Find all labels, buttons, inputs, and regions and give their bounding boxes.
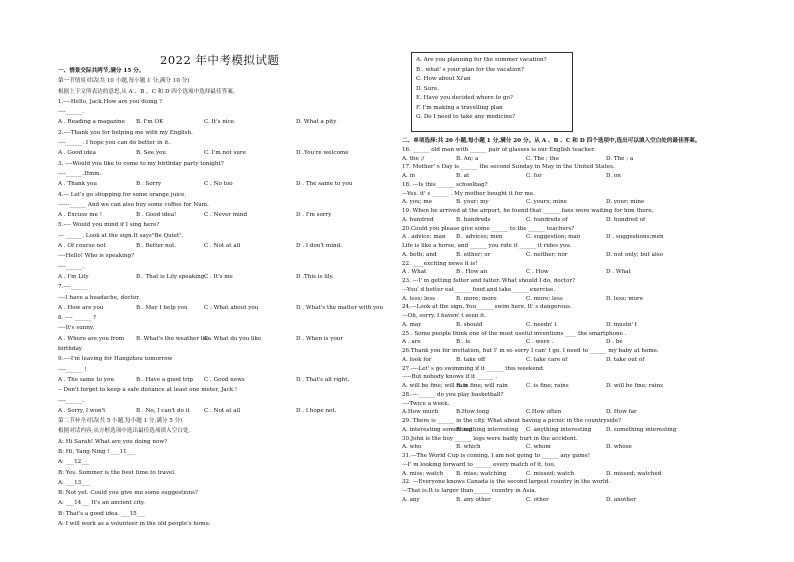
text-line: ----______.Hmm.	[58, 170, 102, 177]
answer-option: A. any	[402, 496, 420, 503]
answer-option: A. interesting something	[402, 426, 473, 433]
answer-option: B. nothing interesting	[456, 426, 519, 433]
text-line: 9.----I'm leaving for Hangzhou tomorrow	[58, 356, 173, 363]
text-line: 17. Mother' s Day is ______ the second Sunday in May in the United States.	[402, 164, 615, 171]
answer-option: C . No too	[204, 181, 233, 188]
answer-option: A . Excuse me !	[58, 212, 102, 219]
answer-option: D . I'm sorry	[296, 212, 332, 219]
section-heading: 二、单项选择:共 20 小题,每小题 1 分,满分 20 分。从 A 、B 、C 和 D 四个选项中,选出可以填入空白处的最佳答案。	[402, 138, 701, 144]
answer-option: C.How often	[526, 409, 562, 416]
answer-option: C . Good news	[204, 376, 245, 383]
text-line: 20.Could you please give some ______ to the ______ teachers?	[402, 225, 575, 232]
answer-options	[402, 251, 792, 260]
text-line: ------______ And we can also buy some coffee for Num.	[58, 201, 209, 208]
answer-options	[58, 334, 393, 344]
text-line: ---I' m looking forward to ______ every match of it, too.	[402, 461, 556, 468]
answer-options	[402, 408, 792, 417]
text-line: 7.----______	[58, 284, 88, 291]
answer-option: B.How long	[456, 409, 490, 416]
answer-option: B . No, I can't do it	[136, 407, 190, 414]
answer-option: B. hundreds	[456, 216, 491, 223]
answer-option: C . were .	[526, 339, 554, 346]
answer-option: B. I'm OK	[136, 119, 164, 126]
answer-option: D . The same to you	[296, 181, 353, 188]
answer-option: B. should	[456, 321, 483, 328]
text-line: -- Don't forget to keep a safe distance at least one meter, Jack !	[58, 387, 238, 394]
text-line: 18. ---Is this ______ schoolbag?	[402, 181, 488, 188]
answer-option: C. for	[526, 173, 542, 179]
text-line: 1.----Hello, Jack.How are you doing ?	[58, 98, 162, 105]
text-line: 22. ____exciting news it is!	[402, 260, 478, 267]
answer-option: A . Thank you	[58, 181, 97, 188]
answer-option: B. An; a	[456, 155, 479, 162]
answer-options	[58, 241, 393, 251]
answer-options	[402, 356, 792, 365]
answer-option: C. anything interesting	[526, 426, 592, 433]
text-line: ----It's sunny.	[58, 325, 95, 332]
text-line: A: Hi Sarah! What are you doing now?	[58, 438, 168, 445]
answer-option: C. yours; mine	[526, 199, 567, 206]
text-line: 8. ---- ______ ?	[58, 315, 97, 322]
answer-option: C. missed; watch	[526, 470, 575, 477]
answer-options	[58, 303, 393, 313]
answer-option: A . Reading a magazine	[58, 119, 125, 126]
answer-option: C. take care of	[526, 356, 568, 363]
answer-options	[402, 470, 792, 479]
answer-options	[402, 155, 792, 164]
text-line: ----______.	[58, 263, 85, 270]
answer-option: C. I'm not sure	[204, 150, 246, 157]
answer-options	[402, 233, 792, 242]
text-line: 4.--- Let's go shopping for some orange juice.	[58, 191, 187, 198]
answer-option: B. miss; watching	[456, 470, 507, 477]
answer-option: C . Never mind	[204, 212, 248, 219]
answer-option: D . What	[606, 269, 631, 276]
answer-option: A . The same to you	[58, 376, 114, 383]
answer-option: C. needn' t	[526, 321, 557, 328]
dialogue-option: F. I'm making a travelling plan	[416, 104, 503, 111]
answer-option: D. less; more	[606, 295, 644, 302]
text-line: ---Oh, sorry. I haven' t seen it.	[402, 313, 487, 319]
answer-option: A . What	[402, 269, 427, 276]
answer-option: D. another	[606, 496, 636, 503]
text-line: ----Hello! Who is speaking?	[58, 253, 135, 260]
answer-options	[58, 117, 393, 127]
answer-options	[58, 375, 393, 385]
dialogue-option: D. Sure.	[416, 85, 440, 92]
text-line: ----I have a headache, doctor.	[58, 294, 141, 301]
answer-option: A . Of course not	[58, 243, 106, 250]
text-line: 第一节情景对话(共 10 小题,每小题 1 分,满分 10 分)	[58, 78, 190, 85]
answer-option: D. will be fine; rains	[606, 383, 664, 389]
answer-option: B. more; more	[456, 295, 497, 302]
answer-options	[402, 443, 792, 452]
text-line: 27.----Let' s go swimming if it ______ this weekend.	[402, 365, 545, 372]
answer-options	[402, 216, 792, 225]
text-line: ---You' d better eat______ food and take______ exercise.	[402, 286, 556, 293]
answer-option: A . are	[402, 339, 421, 346]
answer-option: A . How are you	[58, 304, 104, 311]
answer-options	[402, 268, 792, 277]
dialogue-option: G. Do I need to take any medicine?	[416, 114, 516, 120]
answer-option: C. whom	[526, 444, 551, 451]
text-line: 3. ----Would you like to come to my birthday party tonight?	[58, 160, 224, 167]
answer-option: D. whose	[606, 444, 632, 451]
answer-option: B. take off	[456, 356, 486, 363]
answer-option: C. is fine; rains	[526, 383, 569, 389]
answer-option: C. It's nice	[204, 119, 235, 126]
dialogue-option: B . what' s your plan for the vacation?	[416, 66, 524, 73]
answer-option: B . Better not.	[136, 243, 177, 250]
text-line: 24.---Look at the sign. You______ swim here. It' s dangerous.	[402, 304, 572, 311]
text-line: 31.---The World Cup is coming. I am not going to ______ any game!	[402, 453, 591, 459]
text-line: 根据对话内容,从方框选项中选出最佳选项填入空白处。	[58, 428, 195, 435]
text-line: B: That's a good idea. ___15___	[58, 510, 146, 517]
answer-option: A. who	[402, 444, 422, 451]
answer-options	[402, 172, 792, 181]
answer-option: B. any other	[456, 496, 491, 503]
text-line: birthday	[58, 346, 82, 353]
answer-option: A. hundred	[402, 216, 434, 223]
answer-option: C. neither; nor	[526, 251, 568, 258]
answer-option: A. may	[402, 321, 422, 328]
answer-options	[58, 210, 393, 220]
text-line: --- ______. Look at the sign.It says"Be Quiet".	[58, 232, 184, 239]
answer-option: B . advices; men	[456, 234, 503, 241]
answer-option: B . That is Lily speaking	[136, 273, 205, 280]
answer-option: A. miss; watch	[402, 470, 444, 477]
answer-options	[402, 382, 792, 391]
text-line: 29. There is ______ in the city. What about having a picnic in the countryside?	[402, 418, 622, 424]
answer-option: A.How much	[402, 409, 439, 416]
answer-option: D . I hope not.	[296, 407, 337, 414]
answer-option: B . Sorry	[136, 181, 162, 188]
text-line: 30.John is the boy ______ legs were badly hurt in the accident.	[402, 435, 578, 442]
dialogue-options-box	[411, 52, 573, 132]
text-line: ----______ !	[58, 366, 87, 373]
text-line: ----______.	[58, 109, 85, 116]
answer-option: B. either; or	[456, 251, 491, 258]
answer-option: B. your; my	[456, 199, 489, 206]
answer-option: B. at	[456, 173, 470, 179]
text-line: A: ___12___	[58, 459, 90, 466]
answer-option: B. is fine; will rain	[456, 383, 508, 389]
answer-option: D . be	[606, 339, 623, 346]
text-line: B: Not yet. Could you give me some suggestions?	[58, 490, 198, 497]
answer-option: D. What a pity	[296, 119, 337, 126]
answer-option: A . I'm Lily	[58, 273, 89, 280]
answer-option: D .You're welcome	[296, 150, 349, 157]
answer-options	[402, 321, 792, 330]
text-line: ----Twice a week.	[402, 400, 450, 407]
answer-option: A . Sorry, I won't	[58, 407, 106, 414]
answer-option: D. take out of	[606, 356, 645, 363]
answer-option: A. look for	[402, 356, 432, 363]
answer-option: A. you; me	[402, 199, 433, 206]
answer-option: C . What about you	[204, 304, 259, 311]
answer-option: C . It's me	[204, 273, 233, 280]
answer-option: C . How	[526, 269, 549, 276]
answer-options	[402, 198, 792, 207]
text-line: A: I will work as a volunteer in the old people's home.	[58, 521, 211, 528]
text-line: ---Yes. it' s ______ . My mother bought it for me.	[402, 190, 535, 197]
answer-option: B . is	[456, 339, 471, 346]
answer-option: D. on	[606, 173, 621, 179]
text-line: A: ___13___	[58, 479, 90, 486]
answer-option: D . What's the matter with you	[296, 304, 384, 311]
answer-option: D. your; mine	[606, 199, 645, 206]
text-line: 5.---- Would you mind if I sing here?	[58, 222, 160, 229]
answer-option: B .What's the weather like	[136, 335, 212, 342]
text-line: 根据上下文所表达的意思,从 A 、B 、C 和 D 四个选项中选择最佳答案。	[58, 88, 239, 95]
answer-option: D . When is your	[296, 335, 344, 342]
answer-options	[402, 496, 792, 505]
answer-option: C. The ; the	[526, 155, 559, 162]
answer-options	[402, 295, 792, 304]
answer-option: A . Good idea	[58, 150, 96, 157]
answer-option: D. hundred of	[606, 216, 646, 223]
answer-option: D. How far	[606, 409, 637, 416]
text-line: ----______.	[58, 397, 85, 404]
answer-option: C. hundreds of	[526, 216, 568, 223]
answer-option: D . That's all right.	[296, 376, 350, 383]
text-line: 第二节补全对话(共 5 小题,每小题 1 分,满分 5 分)	[58, 418, 183, 425]
answer-options	[402, 338, 792, 347]
text-line: Life is like a horse, and ______ you ride it ______ it rides you.	[402, 243, 572, 249]
answer-option: A. in	[402, 173, 415, 179]
text-line: 2.----Thank you for helping me with my English.	[58, 129, 193, 136]
section-heading: 一、情景交际共两节,满分 15 分。	[58, 68, 145, 74]
dialogue-option: C. How about Xi'an	[416, 76, 471, 82]
answer-option: B . Good idea!	[136, 212, 177, 219]
answer-option: B. See you	[136, 150, 167, 157]
answer-option: D. mustn' t	[606, 321, 638, 328]
left-column	[58, 66, 393, 529]
answer-option: B . How an	[456, 269, 488, 276]
answer-options	[58, 406, 393, 416]
answer-options	[58, 179, 393, 189]
text-line: -----But nobody knows if it ______ .	[402, 374, 498, 381]
answer-option: C . Not at all	[204, 243, 241, 250]
answer-option: C. more; less	[526, 295, 563, 302]
text-line: B: Hi, Yang Ning ! ___11___	[58, 448, 136, 455]
text-line: 28.----______ do you play basketball?	[402, 391, 504, 398]
answer-option: C . Not at all	[204, 407, 241, 414]
answer-options	[58, 148, 393, 158]
answer-option: A . Where are you from	[58, 335, 125, 342]
answer-options	[58, 272, 393, 282]
text-line: A: ___14___ It's an ancient city.	[58, 500, 145, 507]
answer-option: C. suggestion; man	[526, 234, 581, 241]
answer-option: A. will be fine; will rain	[402, 383, 468, 389]
dialogue-option: A. Are you planning for the summer vacation?	[416, 57, 547, 63]
answer-option: D. not only; but also	[606, 251, 663, 258]
answer-option: D . I don't mind.	[296, 243, 342, 250]
text-line: 16. ______ old man with ______ pair of glasses is our English teacher.	[402, 146, 596, 153]
answer-option: B. which	[456, 444, 481, 451]
text-line: ----______. I hope you can do better in it.	[58, 140, 171, 147]
answer-option: A. the ;/	[402, 155, 425, 162]
answer-option: A. less; less	[402, 295, 435, 302]
text-line: 23. ---I' m getting fatter and fatter. What should I do, doctor?	[402, 278, 576, 284]
text-line: 26.Thank you for invitation, but I' m so sorry I can' t go. I need to ______ my baby at home.	[402, 348, 659, 354]
answer-option: A . advice; man	[402, 234, 446, 241]
answer-option: A. both; and	[402, 251, 437, 258]
text-line: ---That is.It is larger than______ country in Asia.	[402, 488, 537, 494]
answer-option: D. The ; a	[606, 155, 634, 162]
answer-option: B . Have a good trip	[136, 376, 193, 383]
answer-option: D .This is lily.	[296, 273, 334, 280]
answer-options	[402, 426, 792, 435]
text-line: B: Yes. Summer is the best time to travel.	[58, 469, 176, 476]
text-line: 19. When he arrived at the airport, he found that ______ fans were waiting for him there.	[402, 208, 654, 214]
text-line: 25 . Some people think one of the most useful inventions ____ the smartphone .	[402, 330, 627, 337]
text-line: 32. ---Everyone knows Canada is the second largest country in the world.	[402, 479, 611, 486]
right-column	[402, 137, 792, 505]
page-title: 2022 年中考模拟试题	[160, 53, 280, 67]
dialogue-option: E. Have you decided where to go?	[416, 95, 513, 101]
answer-option: D. something interesting	[606, 426, 677, 433]
answer-option: C. other	[526, 496, 549, 503]
answer-option: B . May I help you	[136, 304, 188, 311]
answer-option: D. missed; watched	[606, 470, 662, 477]
answer-option: C . What do you like	[204, 335, 262, 342]
answer-option: D . suggestions;men	[606, 234, 664, 241]
